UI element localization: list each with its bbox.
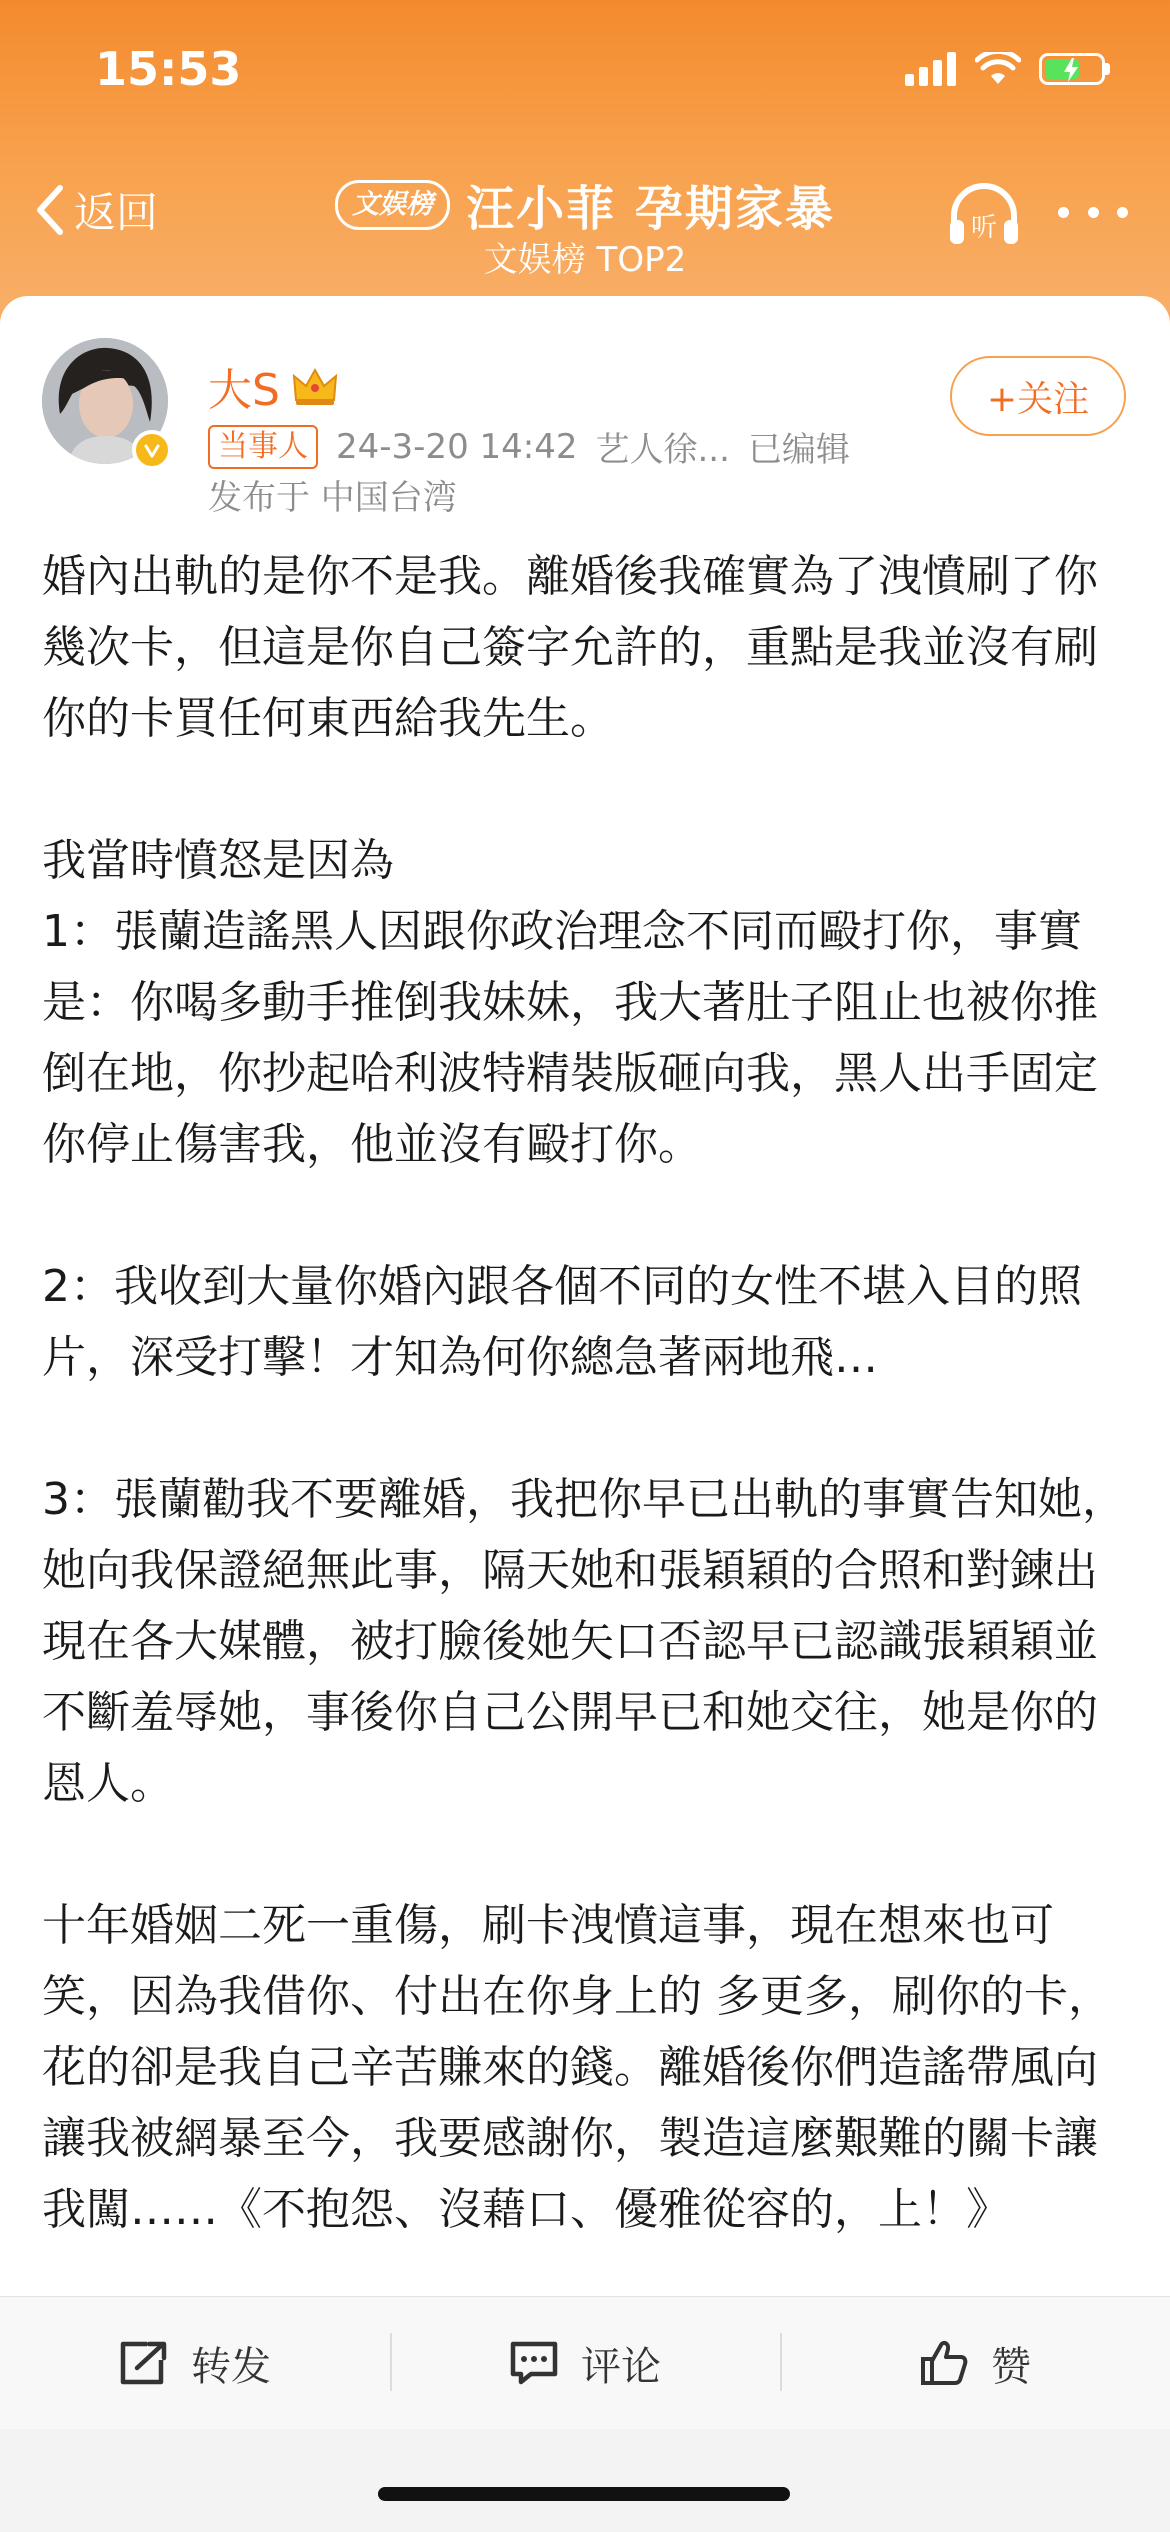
more-options-button[interactable]: [1058, 190, 1128, 234]
post-location: 发布于 中国台湾: [208, 478, 457, 518]
action-bar: [0, 2296, 1170, 2429]
repost-button[interactable]: [0, 2297, 390, 2429]
comment-button[interactable]: [390, 2297, 780, 2429]
post-meta: [208, 422, 850, 471]
crown-icon: [292, 366, 338, 406]
status-bar: [0, 0, 1170, 140]
home-indicator: [378, 2487, 790, 2501]
battery-icon: [1039, 53, 1105, 85]
more-dot-icon: [1117, 207, 1128, 218]
top-nav: [0, 150, 1170, 290]
like-label: 赞: [991, 2343, 1031, 2390]
thumbs-up-icon: [919, 2339, 969, 2387]
edited-label: 已编辑: [747, 430, 850, 470]
more-dot-icon: [1088, 207, 1099, 218]
wifi-icon: [975, 52, 1021, 86]
comment-icon: [509, 2340, 559, 2386]
post-card: [0, 296, 1170, 2296]
share-icon: [119, 2340, 169, 2386]
post-source: 艺人徐...: [595, 430, 730, 470]
author-row: [208, 354, 338, 418]
author-name[interactable]: 大S: [208, 365, 280, 416]
comment-label: 评论: [581, 2343, 661, 2390]
post-body: 婚內出軌的是你不是我。離婚後我確實為了洩憤刷了你幾次卡，但這是你自己簽字允許的，重點是我並沒有刷你的卡買任何東西給我先生。 我當時憤怒是因為 1：張蘭造謠黑人因跟你政治理念不同而毆打你，事實是：你喝多動手推倒我妹妹，我大著肚子阻止也被你推倒在地，你抄起哈利波特精裝版砸向我，黑人出手固定你停止傷害我，他並沒有毆打你。 2：我收到大量你婚內跟各個不同的女性不堪入目的照片，深受打擊！才知為何你總急著兩地飛… 3：張蘭勸我不要離婚，我把你早已出軌的事實告知她，她向我保證絕無此事，隔天她和張穎穎的合照和對鍊出現在各大媒體，被打臉後她矢口否認早已認識張穎穎並不斷羞辱她，事後你自己公開早已和她交往，她是你的恩人。 十年婚姻二死一重傷，刷卡洩憤這事，現在想來也可笑，因為我借你、付出在你身上的 多更多，刷你的卡，花的卻是我自己辛苦賺來的錢。離婚後你們造謠帶風向讓我被網暴至今，我要感謝你，製造這麼艱難的關卡讓我闖……《不抱怨、沒藉口、優雅從容的，上！》: [42, 551, 1126, 2235]
signal-icon: [905, 52, 957, 86]
post-timestamp: 24-3-20 14:42: [336, 426, 578, 467]
party-badge: 当事人: [208, 425, 318, 469]
back-label: 返回: [74, 188, 159, 237]
listen-label: 听: [970, 213, 998, 243]
like-button[interactable]: [780, 2297, 1170, 2429]
trend-tag: 文娱榜: [335, 180, 450, 230]
listen-button[interactable]: [946, 180, 1022, 250]
status-time: 15:53: [95, 42, 242, 96]
repost-label: 转发: [191, 2343, 271, 2390]
more-dot-icon: [1058, 207, 1069, 218]
page-subtitle: 文娱榜 TOP2: [483, 240, 687, 280]
headphones-icon: [946, 180, 1022, 250]
status-icons: [905, 52, 1110, 86]
verified-badge-icon: [132, 430, 172, 470]
follow-button[interactable]: +关注: [950, 356, 1126, 436]
page-title: 汪小菲 孕期家暴: [466, 181, 835, 237]
